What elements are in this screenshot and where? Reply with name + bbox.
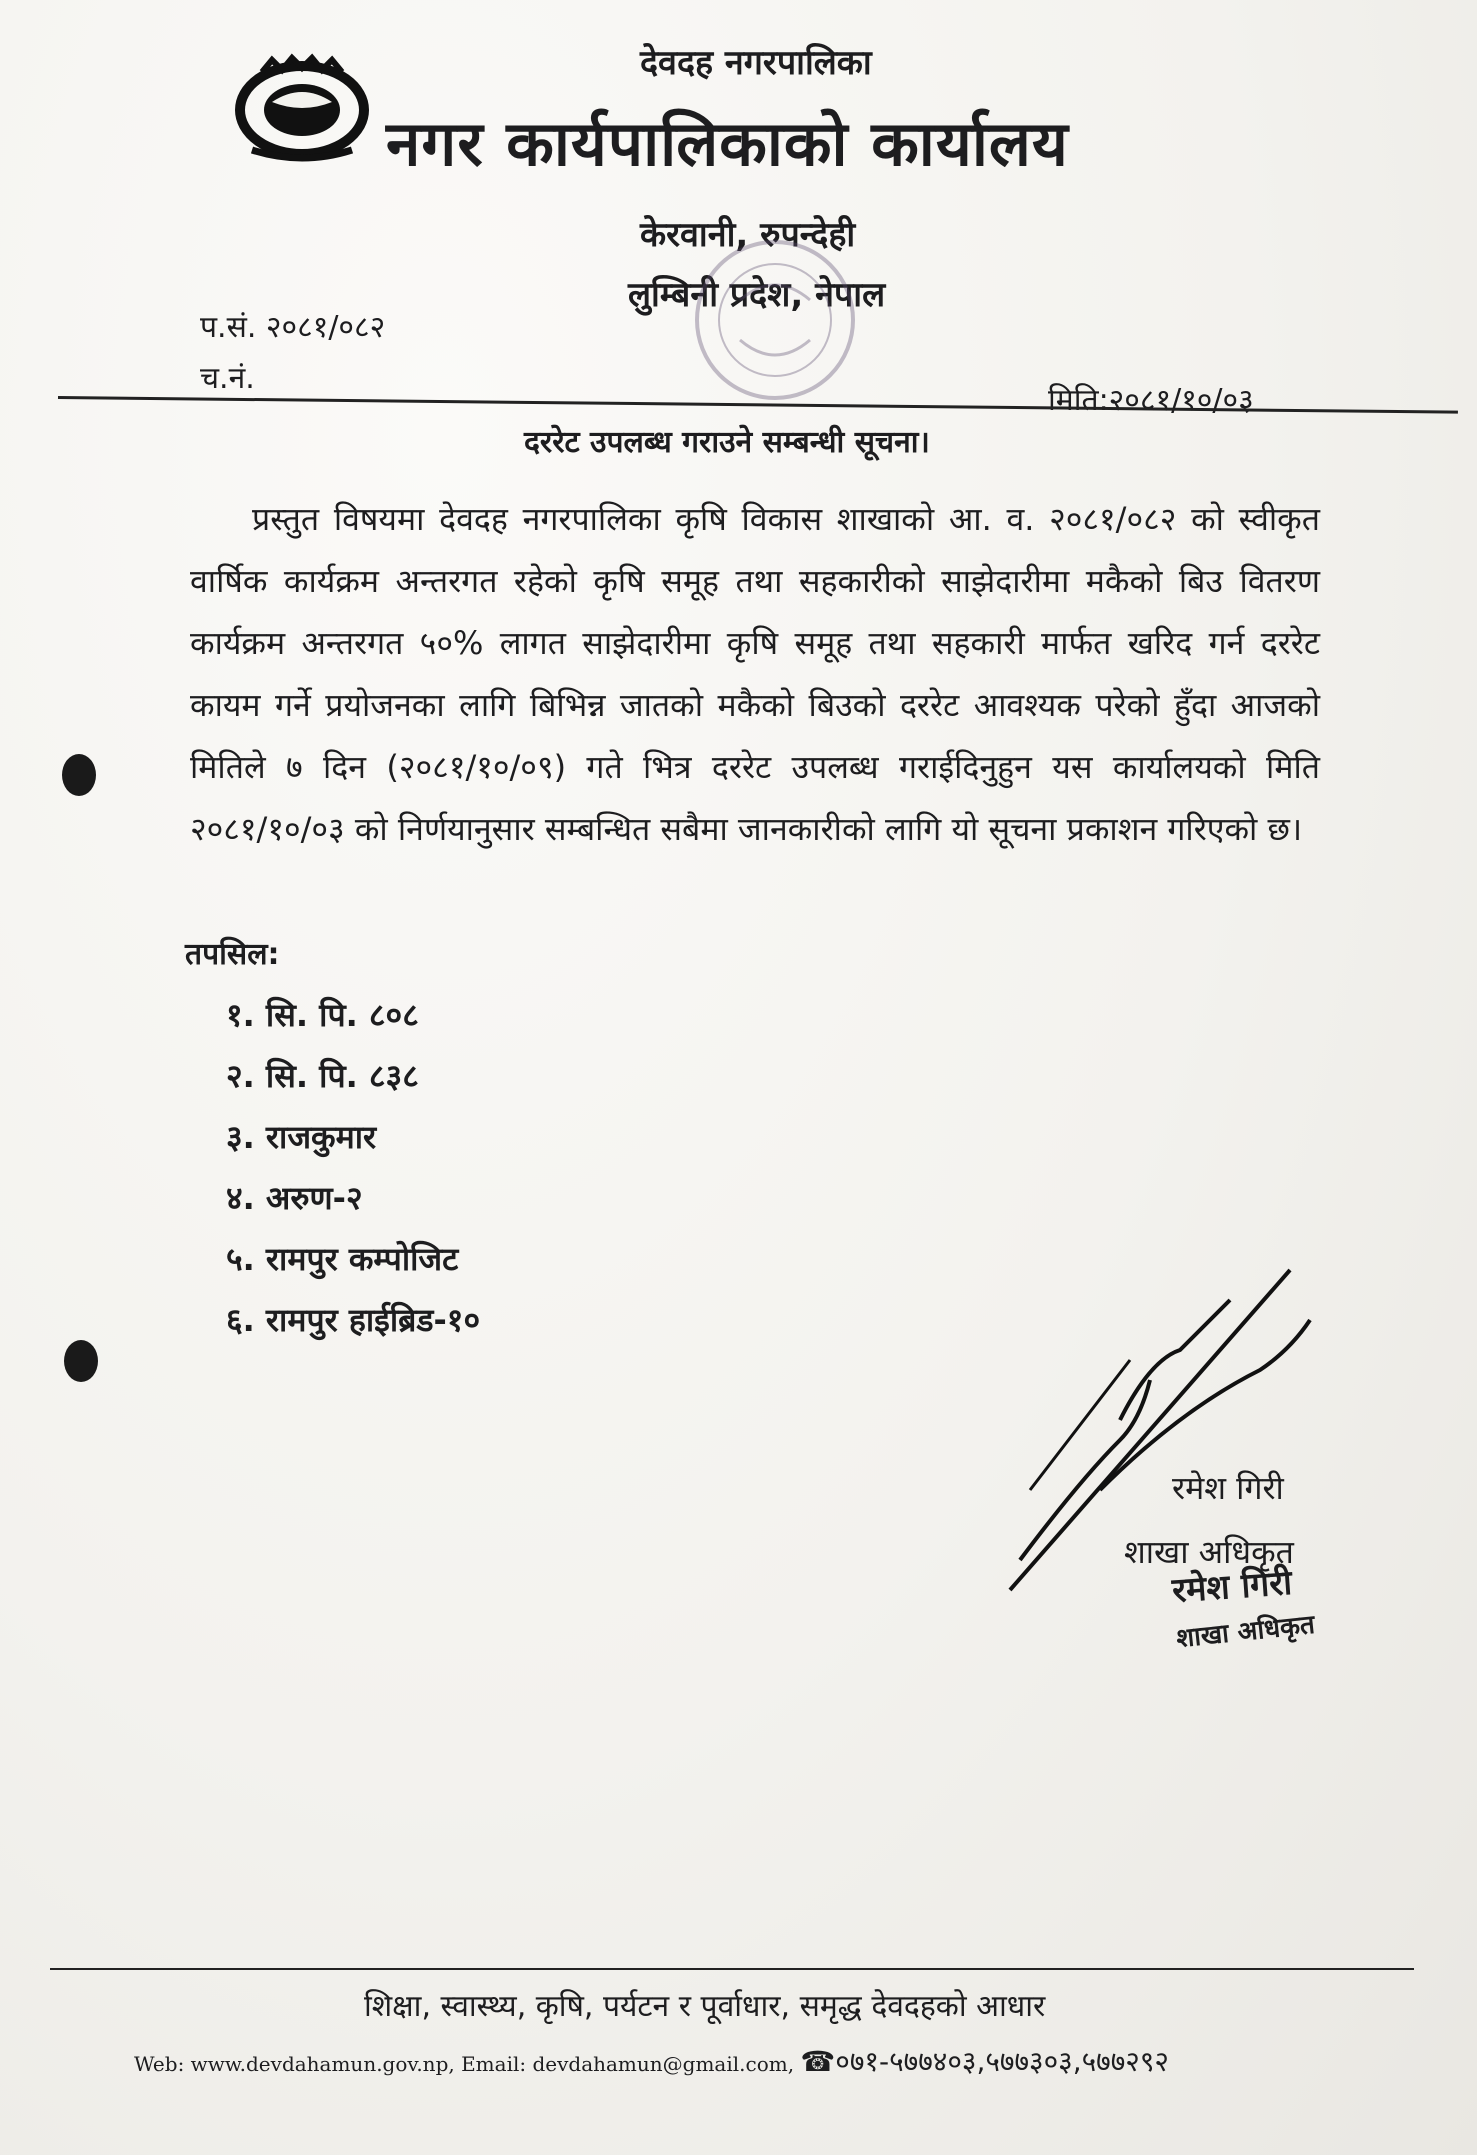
punch-hole (62, 754, 96, 796)
signatory-title: शाखा अधिकृत (1124, 1533, 1294, 1571)
footer-contact (134, 2042, 1169, 2080)
address-line-2: लुम्बिनी प्रदेश, नेपाल (628, 275, 886, 315)
office-seal-stamp-icon (680, 230, 870, 410)
notice-subject: दररेट उपलब्ध गराउने सम्बन्धी सूचना। (524, 425, 930, 460)
list-item: ६. रामपुर हाईब्रिड-१० (226, 1301, 481, 1339)
list-item: ५. रामपुर कम्पोजिट (226, 1240, 459, 1278)
office-title: नगर कार्यपालिकाको कार्यालय (386, 107, 1069, 180)
list-item: ३. राजकुमार (226, 1118, 377, 1156)
footer-divider (50, 1968, 1414, 1970)
punch-hole (64, 1340, 98, 1382)
maize-variety-list (226, 990, 480, 1356)
list-item: ४. अरुण-२ (226, 1179, 363, 1217)
contact-web-email: Web: www.devdahamun.gov.np, Email: devdahamun@gmail.com, (134, 2052, 795, 2076)
reference-number: प.सं. २०८१/०८२ (200, 310, 386, 345)
municipality-name: देवदह नगरपालिका (640, 43, 872, 83)
nepal-emblem-icon (232, 52, 372, 162)
list-item: १. सि. पि. ८०८ (226, 996, 419, 1034)
address-line-1: केरवानी, रुपन्देही (640, 215, 856, 255)
list-item: २. सि. पि. ८३८ (226, 1057, 419, 1095)
notice-body: प्रस्तुत विषयमा देवदह नगरपालिका कृषि विकास शाखाको आ. व. २०८१/०८२ को स्वीकृत वार्षिक कार्यक्रम अन्तरगत रहेको कृषि समूह तथा सहकारीको साझेदारीमा मकैको बिउ वितरण कार्यक्रम अन्तरगत ५०% लागत साझेदारीमा कृषि समूह तथा सहकारी मार्फत खरिद गर्न दररेट कायम गर्ने प्रयोजनका लागि बिभिन्न जातको मकैको बिउको दररेट आवश्यक परेको हुँदा आजको मितिले ७ दिन (२०८१/१०/०९) गते भित्र दररेट उपलब्ध गराईदिनुहुन यस कार्यालयको मिति २०८१/१०/०३ को निर्णयानुसार सम्बन्धित सबैमा जानकारीको लागि यो सूचना प्रकाशन गरिएको छ। (190, 500, 1320, 848)
footer-motto: शिक्षा, स्वास्थ्य, कृषि, पर्यटन र पूर्वाधार, समृद्ध देवदहको आधार (364, 1989, 1046, 2024)
details-label: तपसिल: (185, 937, 280, 972)
contact-phone: ☎०७१-५७७४०३,५७७३०३,५७७२९२ (800, 2045, 1169, 2078)
dispatch-number: च.नं. (200, 361, 255, 396)
letter-date: मिति:२०८१/१०/०३ (1048, 383, 1254, 418)
stamp-title: शाखा अधिकृत (1175, 1609, 1317, 1655)
stamp-name: रमेश गिरी (1170, 1562, 1294, 1612)
signatory-name: रमेश गिरी (1172, 1469, 1284, 1507)
